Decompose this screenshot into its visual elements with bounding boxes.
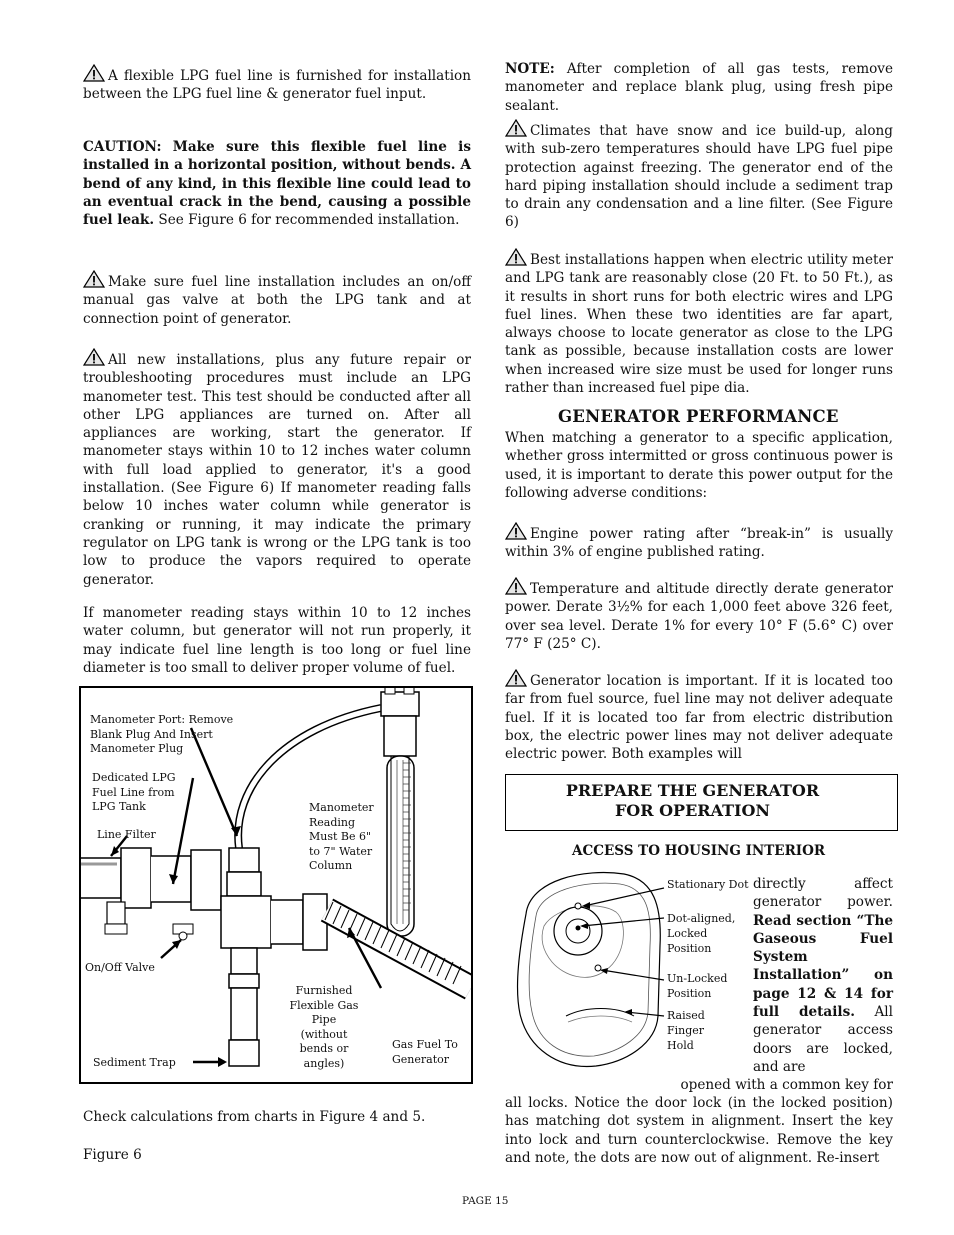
location-para: Generator location is important. If it is located too far from fuel source, fuel line may not deliver adequate fuel. If it is located too far from electric distribution box, the electric power lines may not deliver adequate electric power. Both examples will (505, 669, 893, 763)
note-para: NOTE: After completion of all gas tests, remove manometer and replace blank plug, using fresh pipe sealant. (505, 61, 893, 114)
final-line-1: opened with a common key for (680, 1077, 893, 1093)
label-manometer-reading: Manometer Reading Must Be 6" to 7" Water Column (309, 801, 374, 872)
best-install-para: Best installations happen when electric utility meter and LPG tank are reasonably close (20 Ft. to 50 Ft.), as it results in short runs for both electric wires and LPG fuel lines. When these two identities are far apart, always choose to locate generator as close to the LPG tank as possible, because installation costs are lower when increased wire size must be used for longer runs rather than increased fuel pipe dia. (505, 248, 893, 397)
warning-icon (83, 270, 105, 288)
side-text: directly affect generator power. Read section “The Gaseous Fuel System Installation” on page 12 & 14 for full details. All generator access doors are locked, and are (753, 876, 893, 1075)
label-dedicated-lpg: Dedicated LPG Fuel Line from LPG Tank (92, 771, 176, 813)
valve-para: Make sure fuel line installation includes an on/off manual gas valve at both the LPG tank and at connection point of generator. (83, 270, 471, 328)
box-line-1: PREPARE THE GENERATOR (565, 781, 820, 800)
label-line-filter: Line Filter (97, 828, 156, 841)
label-raised-finger: Raised Finger Hold (667, 1009, 705, 1052)
manometer-test-para: All new installations, plus any future repair or troubleshooting procedures must include an LPG manometer test. This test should be conducted after all other LPG appliances are turned on. After all appliances are working, start the generator. If manometer stays within 10 to 12 inches water column with full load applied to generator, it's a good installation. (See Figure 6) If manometer reading falls below 10 inches water column while generator is cranking or running, it may indicate the primary regulator on LPG tank is wrong or the LPG tank is too low to produce the vapors required to operate generator. (83, 348, 471, 589)
label-dot-aligned: Dot-aligned, Locked Position (667, 912, 736, 955)
check-calculations: Check calculations from charts in Figure 4 and 5. (83, 1109, 426, 1125)
final-para: all locks. Notice the door lock (in the locked position) has matching dot system in alignment. Insert the key into lock and turn counterclockwise. Remove the key and note, the dots are now out of alignment. Re-insert (505, 1095, 893, 1166)
label-manometer-port: Manometer Port: Remove Blank Plug And Insert Manometer Plug (90, 713, 234, 755)
heading-generator-performance: GENERATOR PERFORMANCE (558, 407, 839, 426)
box-line-2: FOR OPERATION (614, 801, 771, 820)
prepare-generator-box (505, 774, 898, 831)
warning-icon (505, 522, 527, 540)
warning-icon (505, 248, 527, 266)
warning-icon (83, 64, 105, 82)
label-onoff-valve: On/Off Valve (85, 961, 155, 974)
label-sediment-trap: Sediment Trap (93, 1056, 176, 1069)
label-furnished-pipe: Furnished Flexible Gas Pipe (without bends or angles) (289, 984, 359, 1070)
climate-para: Climates that have snow and ice build-up, along with sub-zero temperatures should have LPG fuel pipe protection against freezing. The generator end of the hard piping installation should include a sediment trap to drain any condensation and a line filter. (See Figure 6) (505, 119, 893, 232)
door-lock-illustration (506, 866, 666, 1072)
lpg-flex-line-para: A flexible LPG fuel line is furnished for installation between the LPG fuel line & generator fuel input. (83, 64, 471, 104)
label-unlocked: Un-Locked Position (667, 972, 728, 1000)
figure-caption: Figure 6 (83, 1147, 142, 1163)
perf-para: When matching a generator to a specific application, whether gross intermitted or gross continuous power is used, it is important to derate this power output for the following adverse conditions: (505, 430, 893, 501)
engine-para: Engine power rating after “break-in” is usually within 3% of engine published rating. (505, 522, 893, 562)
warning-icon (505, 577, 527, 595)
temperature-para: Temperature and altitude directly derate generator power. Derate 3½% for each 1,000 feet above 326 feet, over sea level. Derate 1% for every 10° F (5.6° C) over 77° F (25° C). (505, 577, 893, 653)
warning-icon (505, 119, 527, 137)
label-stationary-dot: Stationary Dot (667, 878, 749, 891)
warning-icon (505, 669, 527, 687)
warning-icon (83, 348, 105, 366)
heading-access-housing: ACCESS TO HOUSING INTERIOR (572, 843, 826, 859)
manometer-reading-para: If manometer reading stays within 10 to 12 inches water column, but generator will not run properly, it may indicate fuel line length is too long or fuel line diameter is too small to deliver proper volume of fuel. (83, 605, 471, 676)
label-gas-fuel: Gas Fuel To Generator (392, 1038, 458, 1066)
page-number: PAGE 15 (462, 1195, 509, 1207)
caution-para: CAUTION: Make sure this flexible fuel line is installed in a horizontal position, without bends. A bend of any kind, in this flexible line could lead to an eventual crack in the bend, causing a possible fuel leak. See Figure 6 for recommended installation. (83, 139, 471, 229)
figure-6 (79, 686, 473, 1084)
